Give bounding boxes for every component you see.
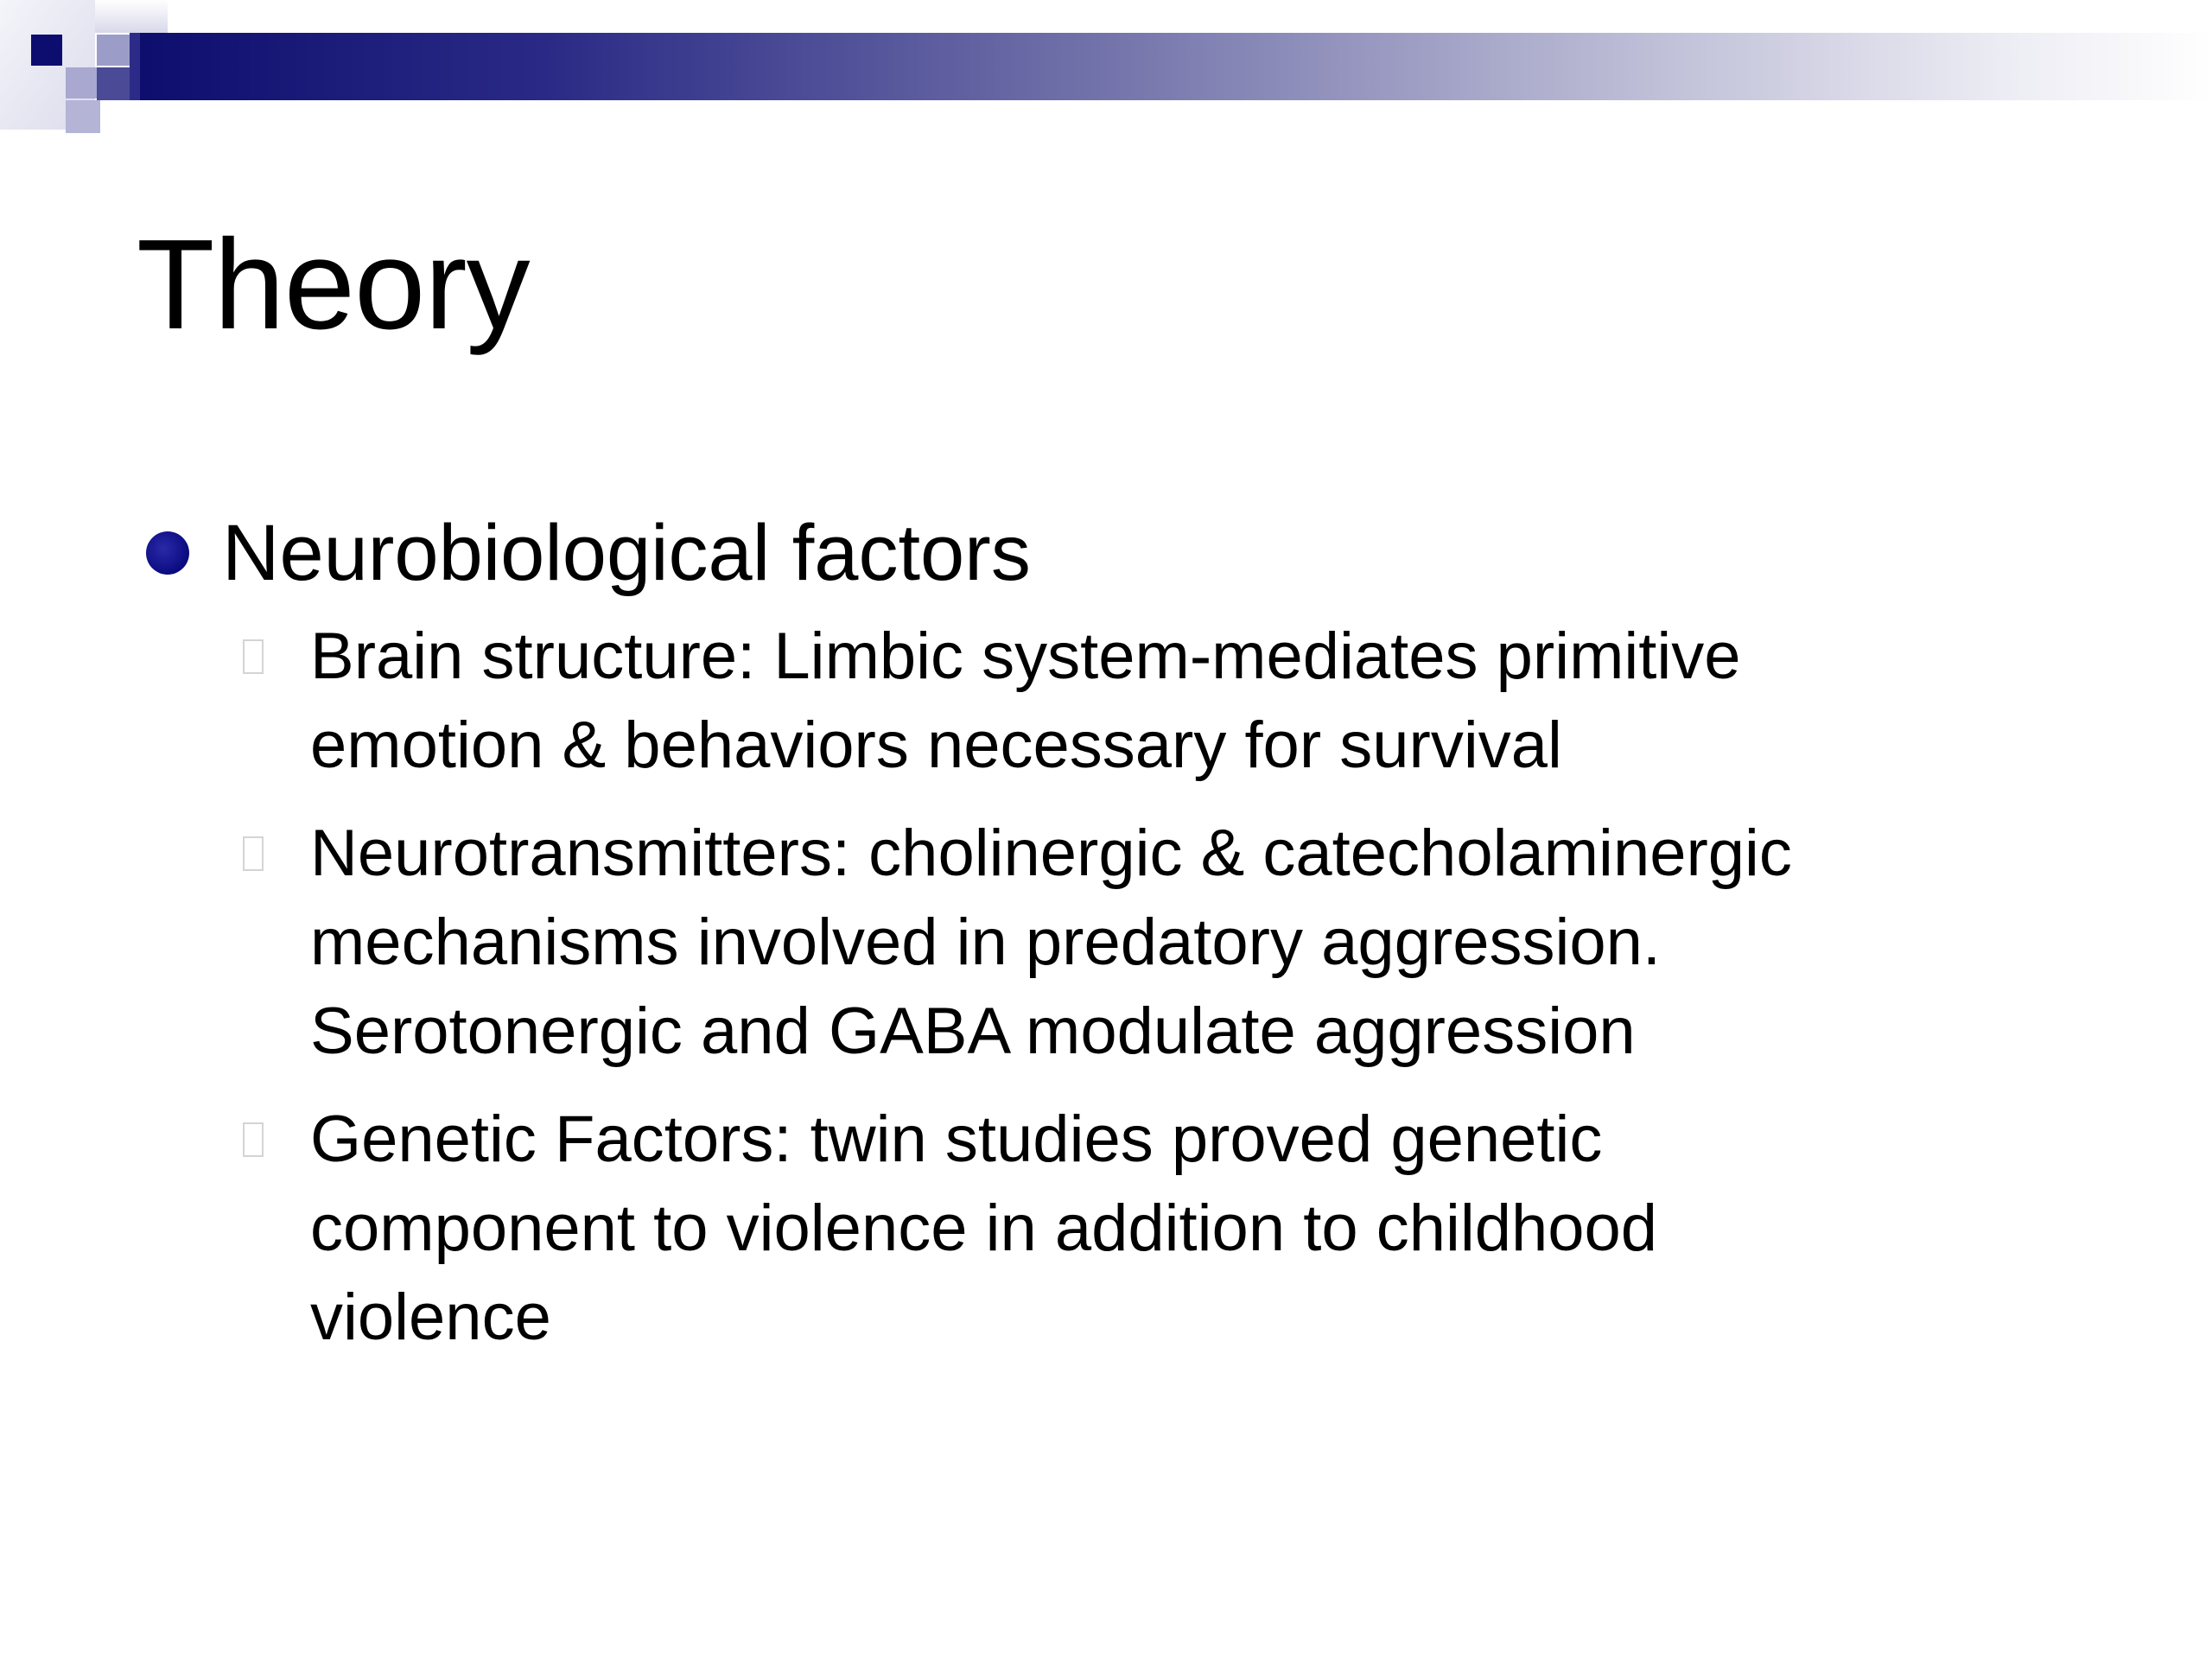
- header-decoration-square: [66, 67, 97, 99]
- sub-bullet-line: Serotonergic and GABA modulate aggression: [310, 995, 1636, 1068]
- header-decoration-square: [31, 35, 62, 66]
- sub-bullet-line: component to violence in addition to childhood: [310, 1192, 1658, 1265]
- filled-circle-bullet-icon: [143, 501, 222, 605]
- hollow-square-bullet-icon: [239, 1095, 310, 1185]
- header-decoration-square: [130, 33, 140, 100]
- header-decoration-square: [97, 35, 130, 66]
- sub-bullet-line: emotion & behaviors necessary for survival: [310, 709, 1562, 782]
- sub-bullet-item: [239, 809, 2095, 1076]
- sub-bullet-line: mechanisms involved in predatory aggression.: [310, 906, 1662, 979]
- bullet-item: [143, 501, 2095, 605]
- header-gradient-bar: [130, 33, 2212, 100]
- sub-bullet-item: [239, 1095, 2095, 1362]
- hollow-square-bullet-icon: [239, 809, 310, 899]
- sub-bullet-line: violence: [310, 1281, 551, 1354]
- header-decoration-square: [97, 67, 130, 100]
- bullet-text: Neurobiological factors: [222, 509, 1031, 597]
- sub-bullet-text: [310, 612, 2095, 790]
- hollow-square-bullet-icon: [239, 612, 310, 702]
- sub-bullet-text: [310, 1095, 2095, 1362]
- header-decoration-square: [66, 100, 100, 133]
- sub-bullet-line: Brain structure: Limbic system-mediates primitive: [310, 620, 1741, 693]
- sub-bullet-list: [143, 612, 2095, 1362]
- slide-title: Theory: [137, 213, 530, 356]
- sub-bullet-line: Genetic Factors: twin studies proved genetic: [310, 1103, 1603, 1176]
- header-decoration-square: [95, 0, 168, 33]
- sub-bullet-text: [310, 809, 2095, 1076]
- slide-content: [143, 501, 2095, 1381]
- sub-bullet-line: Neurotransmitters: cholinergic & catecholaminergic: [310, 817, 1792, 890]
- sub-bullet-item: [239, 612, 2095, 790]
